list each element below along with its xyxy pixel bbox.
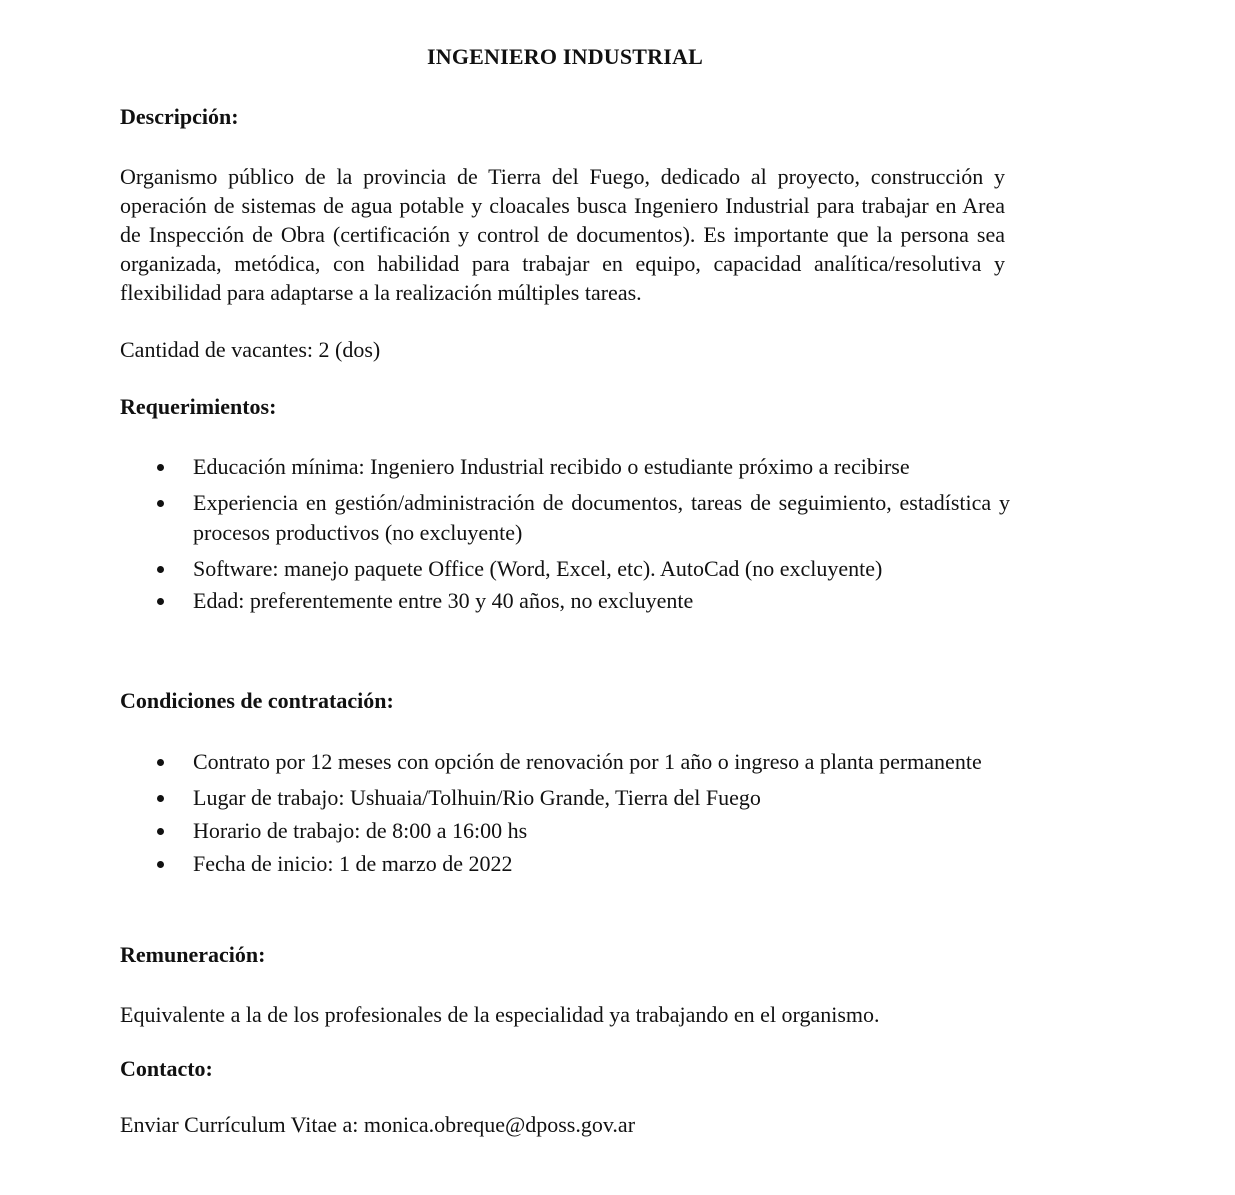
list-item-text: Contrato por 12 meses con opción de renovación por 1 año o ingreso a planta permanente xyxy=(193,749,982,774)
list-item xyxy=(0,452,1010,482)
bullet-icon xyxy=(157,464,164,471)
requerimientos-heading: Requerimientos: xyxy=(120,394,277,419)
list-item xyxy=(0,488,1010,548)
list-item-text: Lugar de trabajo: Ushuaia/Tolhuin/Rio Grande, Tierra del Fuego xyxy=(193,785,761,810)
list-item xyxy=(0,554,1010,584)
list-item xyxy=(0,783,1010,813)
list-item-text: Experiencia en gestión/administración de documentos, tareas de seguimiento, estadística y procesos productivos (no excluyente) xyxy=(193,490,1010,545)
bullet-icon xyxy=(157,795,164,802)
list-item-text: Fecha de inicio: 1 de marzo de 2022 xyxy=(193,851,513,876)
bullet-icon xyxy=(157,598,164,605)
contacto-heading: Contacto: xyxy=(120,1056,213,1081)
contacto-text: Enviar Currículum Vitae a: monica.obreque@dposs.gov.ar xyxy=(120,1112,636,1137)
list-item-text: Horario de trabajo: de 8:00 a 16:00 hs xyxy=(193,818,528,843)
condiciones-heading: Condiciones de contratación: xyxy=(120,688,394,713)
bullet-icon xyxy=(157,828,164,835)
descripcion-heading: Descripción: xyxy=(120,104,239,129)
list-item xyxy=(0,747,1010,777)
bullet-icon xyxy=(157,500,164,507)
bullet-icon xyxy=(157,759,164,766)
requerimientos-list xyxy=(0,452,1010,616)
list-item xyxy=(0,586,1010,616)
list-item-text: Edad: preferentemente entre 30 y 40 años, no excluyente xyxy=(193,588,694,613)
bullet-icon xyxy=(157,861,164,868)
descripcion-text: Organismo público de la provincia de Tierra del Fuego, dedicado al proyecto, construcción y operación de sistemas de agua potable y cloacales busca Ingeniero Industrial para trabajar en Area de Inspección de Obra (certificación y control de documentos). Es importante que la persona sea organizada, metódica, con habilidad para trabajar en equipo, capacidad analítica/resolutiva y flexibilidad para adaptarse a la realización múltiples tareas. xyxy=(120,164,1005,305)
document-title: INGENIERO INDUSTRIAL xyxy=(426,44,703,69)
list-item-text: Software: manejo paquete Office (Word, Excel, etc). AutoCad (no excluyente) xyxy=(193,556,883,581)
list-item xyxy=(0,849,1010,879)
vacantes-text: Cantidad de vacantes: 2 (dos) xyxy=(120,337,381,362)
list-item-text: Educación mínima: Ingeniero Industrial recibido o estudiante próximo a recibirse xyxy=(193,454,910,479)
list-item xyxy=(0,816,1010,846)
remuneracion-heading: Remuneración: xyxy=(120,942,266,967)
condiciones-list xyxy=(0,747,1010,879)
remuneracion-text: Equivalente a la de los profesionales de la especialidad ya trabajando en el organismo. xyxy=(120,1002,880,1027)
bullet-icon xyxy=(157,566,164,573)
